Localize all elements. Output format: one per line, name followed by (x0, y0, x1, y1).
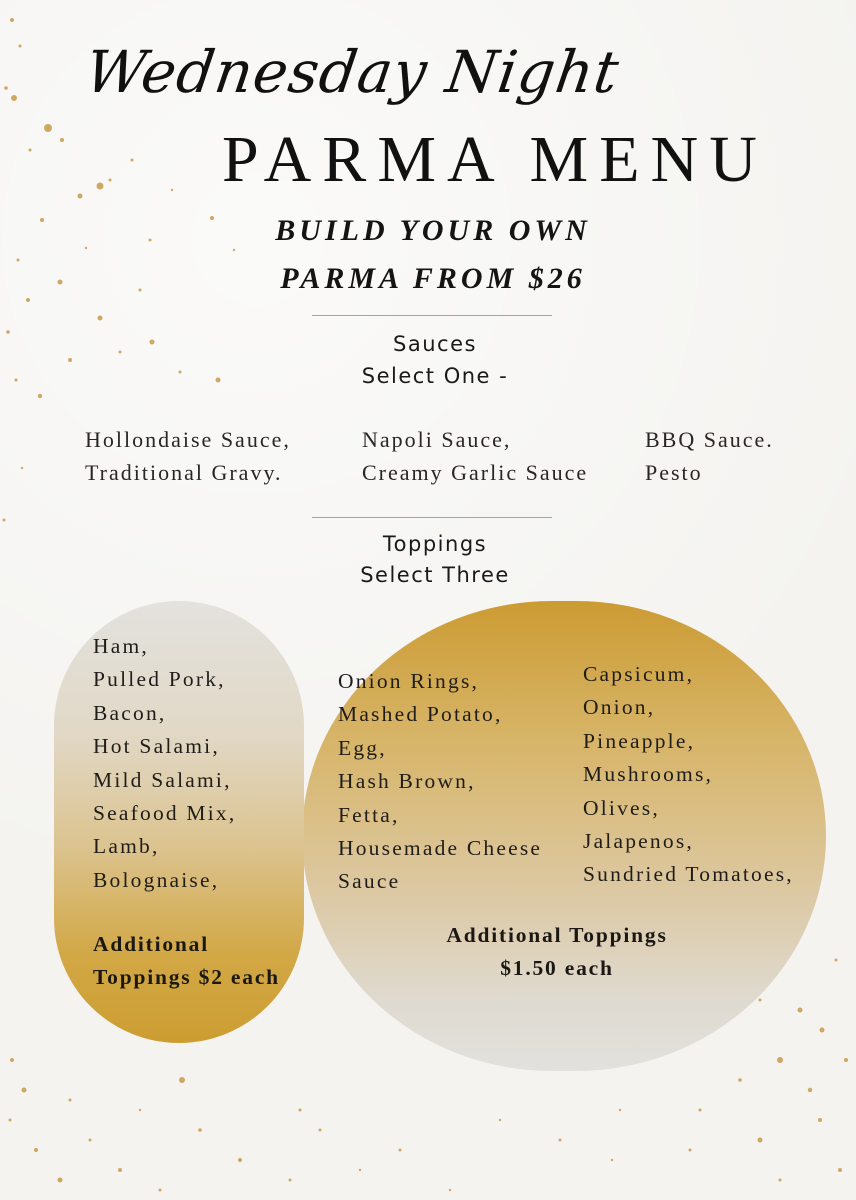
additional-line: Toppings $2 each (93, 965, 280, 989)
list-item: Hot Salami, (93, 734, 220, 759)
list-item: Onion, (583, 695, 656, 720)
list-item: Mild Salami, (93, 767, 232, 792)
additional-line: Additional (93, 932, 209, 956)
sauce-item: Creamy Garlic Sauce (362, 460, 589, 485)
list-item: Pulled Pork, (93, 667, 226, 692)
list-item: Bolognaise, (93, 867, 220, 892)
list-item: Mashed Potato, (338, 702, 503, 727)
additional-line: Additional Toppings (446, 923, 668, 947)
sauce-column-3 (645, 423, 774, 489)
list-item: Fetta, (338, 802, 400, 827)
script-title: Wednesday Night (81, 38, 624, 106)
list-item: Olives, (583, 795, 660, 820)
sauce-column-2 (362, 423, 588, 489)
additional-line: $1.50 each (500, 956, 614, 980)
list-item: Pineapple, (583, 728, 696, 753)
list-item: Onion Rings, (338, 669, 480, 693)
list-item: Jalapenos, (583, 829, 694, 854)
sauce-item: BBQ Sauce. (645, 427, 774, 452)
list-item: Bacon, (93, 700, 167, 725)
subtitle-line-2: PARMA FROM $26 (280, 262, 586, 295)
subtitle-line-1: BUILD YOUR OWN (275, 214, 591, 247)
list-item: Hash Brown, (338, 769, 476, 794)
list-item: Ham, (93, 634, 149, 658)
list-item: Housemade Cheese (338, 836, 543, 861)
other-toppings-list (338, 665, 542, 899)
list-item: Capsicum, (583, 662, 695, 686)
other-additional-price (302, 919, 812, 985)
sauces-instruction: Select One - (361, 364, 509, 388)
divider-rule (312, 517, 552, 518)
main-title: PARMA MENU (222, 123, 768, 196)
sauce-item: Hollondaise Sauce, (85, 427, 291, 452)
list-item: Sundried Tomatoes, (583, 862, 794, 887)
sauces-heading: Sauces (393, 332, 477, 356)
toppings-heading: Toppings (382, 532, 488, 556)
list-item: Lamb, (93, 834, 160, 859)
divider-rule (312, 315, 552, 316)
list-item: Seafood Mix, (93, 801, 237, 826)
sauce-item: Pesto (645, 460, 703, 485)
sauce-item: Traditional Gravy. (85, 460, 283, 485)
sauce-item: Napoli Sauce, (362, 427, 512, 452)
sauce-column-1 (85, 423, 291, 489)
list-item: Sauce (338, 869, 401, 894)
toppings-instruction: Select Three (360, 563, 510, 587)
list-item: Egg, (338, 735, 387, 760)
list-item: Mushrooms, (583, 762, 714, 787)
meat-toppings-list (93, 630, 236, 897)
meat-additional-price (93, 928, 280, 994)
veg-toppings-list (583, 658, 794, 892)
